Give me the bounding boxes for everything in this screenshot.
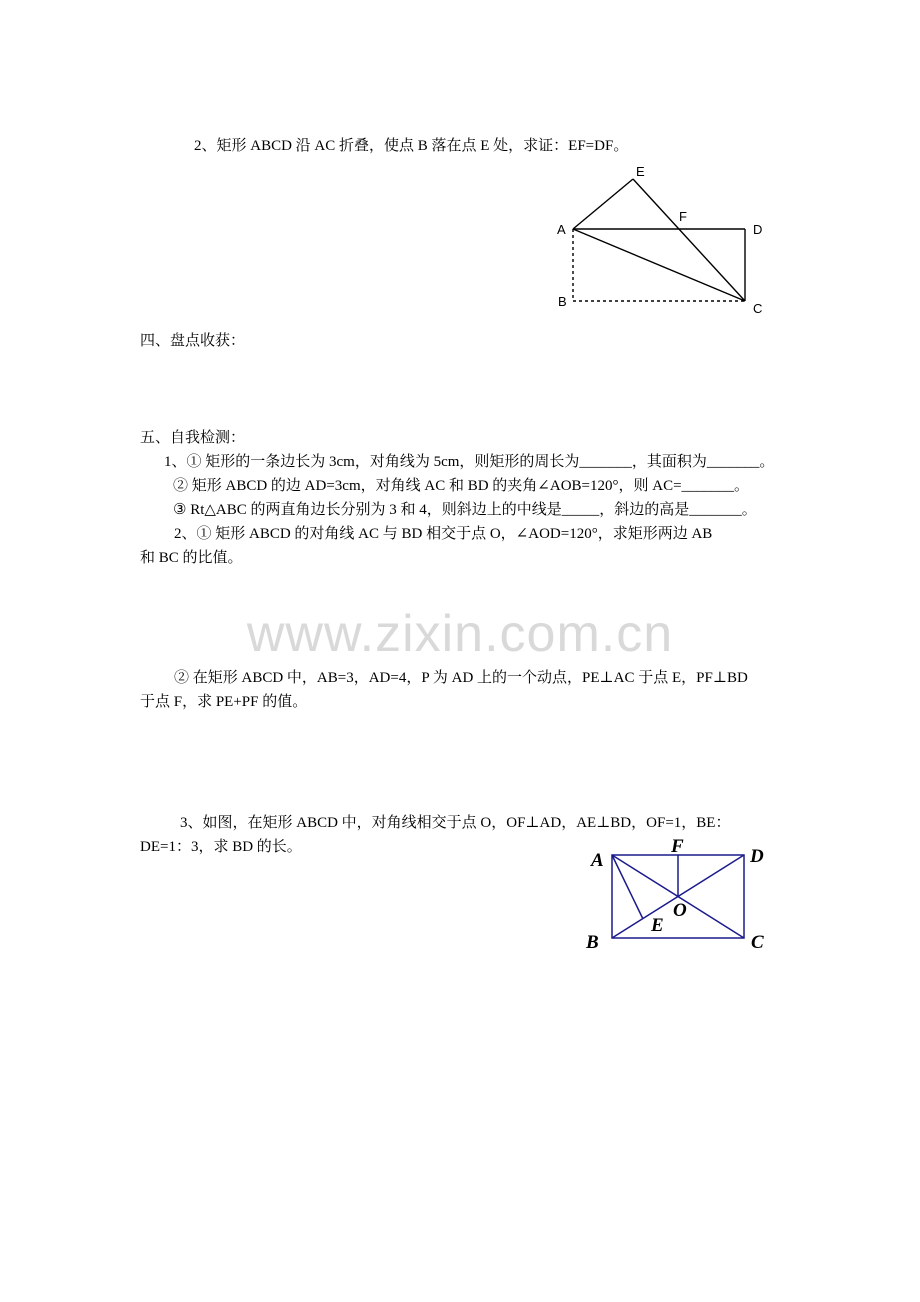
fold-figure (548, 160, 778, 330)
question-2-1-line-1: 2、① 矩形 ABCD 的对角线 AC 与 BD 相交于点 O，∠AOD=120°，求矩形两边 AB (174, 526, 713, 542)
rect-label-f: F (671, 836, 684, 857)
fold-segment-ae (573, 179, 633, 229)
question-1-3: ③ Rt△ABC 的两直角边长分别为 3 和 4，则斜边上的中线是_____，斜边的高是_______。 (173, 502, 757, 518)
section-5-heading: 五、自我检测： (140, 430, 246, 446)
rect-label-e: E (651, 915, 664, 936)
question-1-2: ② 矩形 ABCD 的边 AD=3cm，对角线 AC 和 BD 的夹角∠AOB=120°，则 AC=_______。 (173, 478, 750, 494)
fold-label-a: A (557, 222, 566, 237)
fold-label-e: E (636, 164, 645, 179)
section-4-heading: 四、盘点收获： (140, 333, 246, 349)
question-3-line-1: 3、如图，在矩形 ABCD 中，对角线相交于点 O，OF⊥AD，AE⊥BD，OF=1，BE： (180, 815, 731, 831)
question-2-2-line-2: 于点 F，求 PE+PF 的值。 (140, 694, 308, 710)
fold-label-d: D (753, 222, 763, 237)
problem-2-text: 2、矩形 ABCD 沿 AC 折叠，使点 B 落在点 E 处，求证：EF=DF。 (194, 138, 629, 154)
fold-diagonal-ac (573, 229, 745, 301)
question-3-line-2: DE=1：3，求 BD 的长。 (140, 839, 302, 855)
question-2-2-line-1: ② 在矩形 ABCD 中，AB=3，AD=4，P 为 AD 上的一个动点，PE⊥AC 于点 E，PF⊥BD (174, 670, 748, 686)
rectangle-figure (580, 836, 780, 956)
watermark: www.zixin.com.cn (246, 605, 674, 663)
rect-label-o: O (673, 900, 687, 921)
fold-label-f: F (679, 209, 687, 224)
fold-segment-ec (633, 179, 745, 301)
rect-label-b: B (586, 932, 599, 953)
rect-label-d: D (750, 846, 764, 867)
rect-label-a: A (591, 850, 604, 871)
question-2-1-line-2: 和 BC 的比值。 (140, 550, 243, 566)
fold-label-c: C (753, 301, 763, 316)
rect-label-c: C (751, 932, 764, 953)
fold-label-b: B (558, 294, 567, 309)
question-1-1: 1、① 矩形的一条边长为 3cm，对角线为 5cm，则矩形的周长为_______，其面积为_______。 (164, 454, 775, 470)
